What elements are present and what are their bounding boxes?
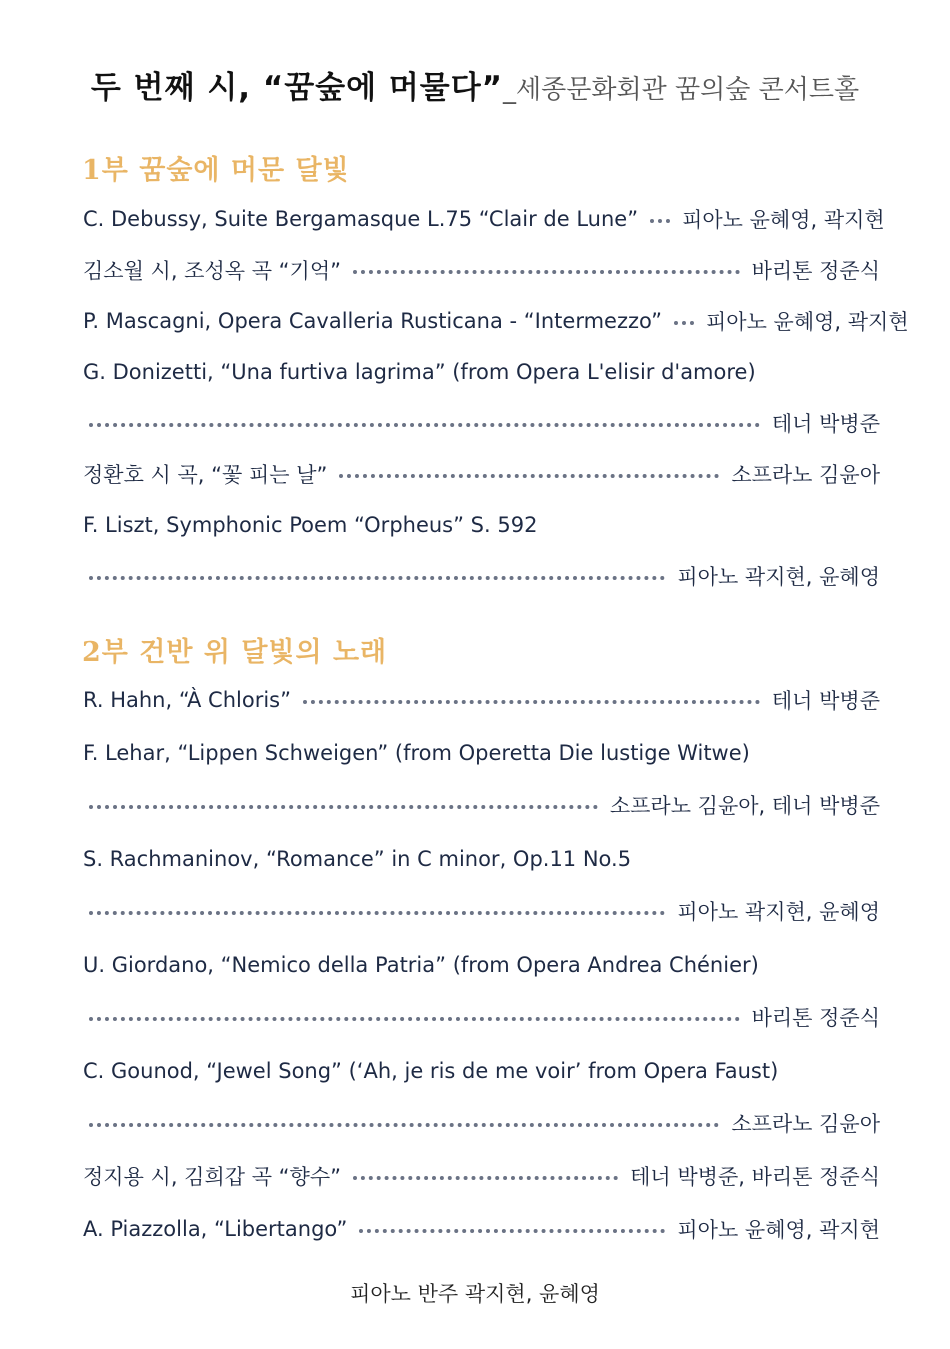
- performer: 테너 박병준: [771, 689, 880, 713]
- program-item: [83, 1054, 880, 1088]
- piece-title: S. Rachmaninov, “Romance” in C minor, Op.11 No.5: [83, 847, 632, 871]
- piece-title: C. Debussy, Suite Bergamasque L.75 “Clair de Lune”: [83, 207, 639, 231]
- piece-title: F. Liszt, Symphonic Poem “Orpheus” S. 592: [83, 513, 538, 537]
- piece-title: A. Piazzolla, “Libertango”: [83, 1217, 348, 1241]
- piece-title: P. Mascagni, Opera Cavalleria Rusticana - “Intermezzo”: [83, 309, 662, 333]
- performer: 테너 박병준, 바리톤 정준식: [630, 1165, 880, 1189]
- program-item: [83, 1159, 880, 1193]
- piece-title: 정환호 시 곡, “꽃 피는 날”: [83, 463, 328, 487]
- program-item: [83, 508, 880, 542]
- performer: 피아노 곽지현, 윤혜영: [677, 565, 880, 589]
- venue-subtitle: _세종문화회관 꿈의숲 콘서트홀: [503, 75, 860, 105]
- dot-leader: [650, 219, 670, 223]
- dot-leader: [89, 911, 665, 915]
- dot-leader: [89, 805, 598, 809]
- accompanist-footer: 피아노 반주 곽지현, 윤혜영: [350, 1282, 600, 1306]
- program-item-continuation: [83, 894, 880, 928]
- concert-title: 두 번째 시, “꿈숲에 머물다”: [90, 70, 504, 106]
- program-item-continuation: [83, 406, 880, 440]
- piece-title: U. Giordano, “Nemico della Patria” (from Opera Andrea Chénier): [83, 953, 759, 977]
- performer: 소프라노 김윤아: [731, 1112, 880, 1136]
- dot-leader: [89, 423, 760, 427]
- performer: 피아노 곽지현, 윤혜영: [677, 900, 880, 924]
- part1-heading: 1부 꿈숲에 머문 달빛: [82, 155, 350, 186]
- piece-title: G. Donizetti, “Una furtiva lagrima” (from Opera L'elisir d'amore): [83, 360, 756, 384]
- program-item: [83, 683, 880, 717]
- piece-title: C. Gounod, “Jewel Song” (‘Ah, je ris de me voir’ from Opera Faust): [83, 1059, 779, 1083]
- piece-title: F. Lehar, “Lippen Schweigen” (from Operetta Die lustige Witwe): [83, 741, 750, 765]
- performer: 소프라노 김윤아, 테너 박병준: [609, 794, 880, 818]
- dot-leader: [89, 576, 665, 580]
- piece-title: R. Hahn, “À Chloris”: [83, 688, 291, 712]
- piece-title: 김소월 시, 조성옥 곡 “기억”: [83, 259, 341, 283]
- program-item-continuation: [83, 559, 880, 593]
- program-item-continuation: [83, 788, 880, 822]
- program-item: [83, 253, 880, 287]
- dot-leader: [353, 270, 740, 274]
- performer: 피아노 윤혜영, 곽지현: [677, 1218, 880, 1242]
- dot-leader: [89, 1123, 719, 1127]
- performer: 소프라노 김윤아: [731, 463, 880, 487]
- performer: 바리톤 정준식: [751, 259, 880, 283]
- dot-leader: [359, 1229, 665, 1233]
- part2-heading: 2부 건반 위 달빛의 노래: [82, 637, 388, 668]
- performer: 피아노 윤혜영, 곽지현: [682, 208, 885, 232]
- program-item: [83, 457, 880, 491]
- program-item: [83, 355, 880, 389]
- dot-leader: [339, 474, 719, 478]
- program-item: [83, 304, 909, 338]
- program-item: [83, 948, 880, 982]
- program-item: [83, 842, 880, 876]
- performer: 테너 박병준: [771, 412, 880, 436]
- program-item-continuation: [83, 1000, 880, 1034]
- dot-leader: [353, 1176, 618, 1180]
- performer: 피아노 윤혜영, 곽지현: [706, 310, 909, 334]
- program-item: [83, 736, 880, 770]
- dot-leader: [303, 700, 760, 704]
- program-item: [83, 202, 885, 236]
- program-title: [0, 62, 950, 107]
- performer: 바리톤 정준식: [751, 1006, 880, 1030]
- program-item: [83, 1212, 880, 1246]
- piece-title: 정지용 시, 김희갑 곡 “향수”: [83, 1165, 341, 1189]
- program-item-continuation: [83, 1106, 880, 1140]
- dot-leader: [89, 1017, 740, 1021]
- dot-leader: [674, 321, 694, 325]
